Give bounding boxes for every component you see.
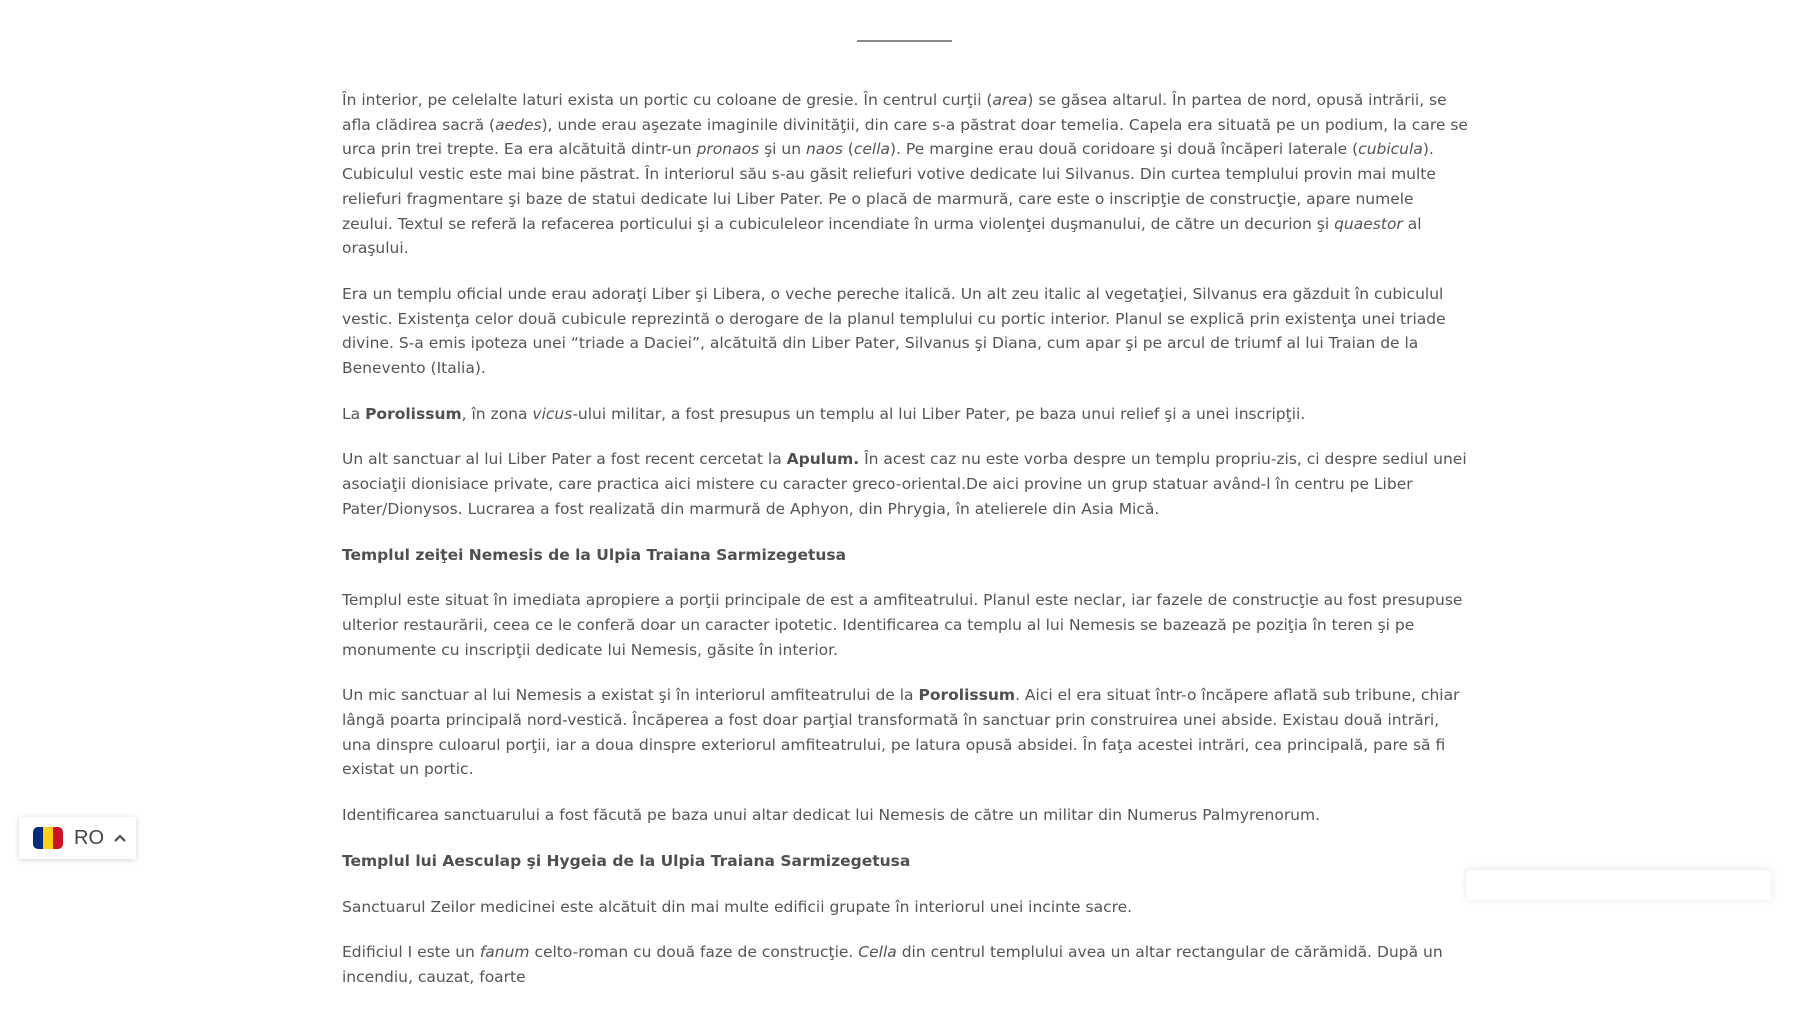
language-code: RO bbox=[74, 826, 104, 849]
article-body bbox=[342, 88, 1468, 1011]
paragraph bbox=[342, 402, 1468, 427]
italic-text: cella bbox=[853, 140, 891, 159]
text-run: În acest caz nu este vorba despre un templu propriu-zis, ci despre sediul unei asociaţii dionisiace private, care practica aici mistere cu caracter greco-oriental.De aici provine un grup statuar având-l în centru pe Liber Pater/Dionysos. Lucrarea a fost realizată din marmură de Aphyon, din Phrygia, în atelierele din Asia Mică. bbox=[342, 450, 1467, 518]
text-run: Edificiul I este un bbox=[342, 943, 480, 962]
flag-stripe-red bbox=[53, 827, 63, 849]
text-run: În interior, pe celelalte laturi exista un portic cu coloane de gresie. În centrul curţii ( bbox=[342, 91, 993, 109]
chevron-up-icon bbox=[113, 833, 127, 843]
text-run: ). Cubiculul vestic este mai bine păstrat. În interiorul său s-au găsit reliefuri votive dedicate lui Silvanus. Din curtea templului provin mai multe reliefuri fragmentare şi baze de statui dedicate lui Liber Pater. Pe o placă de marmură, care este o inscripţie de construcţie, apare numele zeului. Textul se referă la refacerea porticului şi a cubiculeleor incendiate în urma violenţei duşmanului, de către un decurion şi bbox=[342, 140, 1436, 233]
paragraph bbox=[342, 88, 1468, 261]
flag-stripe-blue bbox=[33, 827, 43, 849]
paragraph bbox=[342, 895, 1468, 920]
romania-flag-icon bbox=[33, 827, 63, 849]
paragraph bbox=[342, 543, 1468, 568]
paragraph bbox=[342, 683, 1468, 782]
italic-text: fanum bbox=[479, 943, 530, 962]
language-switcher[interactable] bbox=[19, 817, 136, 859]
flag-stripe-yellow bbox=[43, 827, 53, 849]
italic-text: area bbox=[992, 91, 1028, 109]
floating-widget[interactable] bbox=[1466, 870, 1771, 900]
bold-text: Porolissum bbox=[365, 404, 462, 423]
italic-text: Cella bbox=[858, 943, 897, 962]
text-run: Sanctuarul Zeilor medicinei este alcătuit din mai multe edificii grupate în interiorul unei incinte sacre. bbox=[342, 897, 1133, 916]
text-run: Un alt sanctuar al lui Liber Pater a fost recent cercetat la bbox=[342, 450, 787, 469]
italic-text: naos bbox=[805, 140, 843, 159]
text-run: Era un templu oficial unde erau adoraţi Liber şi Libera, o veche pereche italică. Un alt zeu italic al vegetaţiei, Silvanus era găzduit în cubiculul vestic. Existenţa celor două cubicule reprezintă o derogare de la planul templului cu portic interior. Planul se explică prin existenţa unei triade divine. S-a emis ipoteza unei “triade a Daciei”, alcătuită din Liber Pater, Silvanus şi Diana, cum apar şi pe arcul de triumf al lui Traian de la Benevento (Italia). bbox=[342, 284, 1446, 378]
paragraph bbox=[342, 447, 1468, 521]
text-run: ( bbox=[842, 140, 854, 159]
paragraph bbox=[342, 803, 1468, 828]
text-run: al oraşului. bbox=[342, 214, 1422, 258]
paragraph bbox=[342, 588, 1468, 662]
text-run: , în zona bbox=[461, 404, 533, 423]
text-run: ) se găsea altarul. În partea de nord, opusă intrării, se afla clădirea sacră ( bbox=[342, 91, 1447, 134]
text-run: -ului militar, a fost presupus un templu al lui Liber Pater, pe baza unui relief şi a unei inscripţii. bbox=[572, 404, 1306, 423]
bold-text: Templul zeiţei Nemesis de la Ulpia Traiana Sarmizegetusa bbox=[342, 545, 847, 564]
italic-text: aedes bbox=[495, 115, 542, 134]
italic-text: cubicula bbox=[1358, 140, 1423, 159]
text-run: Un mic sanctuar al lui Nemesis a existat şi în interiorul amfiteatrului de la bbox=[342, 686, 919, 705]
bold-text: Porolissum bbox=[918, 686, 1016, 705]
text-run: . Aici el era situat într-o încăpere aflată sub tribune, chiar lângă poarta principală nord-vestică. Încăperea a fost doar parţial transformată în sanctuar prin construirea unei abside. Existau două intrări, una dinspre culoarul porţii, iar a doua dinspre exteriorul amfiteatrului, pe latura opusă absidei. În faţa acestei intrări, cea principală, pare să fi existat un portic. bbox=[342, 686, 1460, 779]
text-run: ), unde erau aşezate imaginile divinităţii, din care s-a păstrat doar temelia. Capela era situată pe un podium, la care se urca prin trei trepte. Ea era alcătuită dintr-un bbox=[342, 115, 1468, 159]
bold-text: Templul lui Aesculap şi Hygeia de la Ulpia Traiana Sarmizegetusa bbox=[342, 851, 911, 870]
italic-text: quaestor bbox=[1334, 214, 1403, 233]
text-run: La bbox=[342, 404, 366, 423]
section-divider bbox=[857, 40, 952, 42]
italic-text: vicus bbox=[532, 404, 573, 423]
text-run: ). Pe margine erau două coridoare şi două încăperi laterale ( bbox=[890, 140, 1359, 159]
text-run: din centrul templului avea un altar rectangular de cărămidă. După un incendiu, cauzat, foarte bbox=[342, 943, 1443, 986]
text-run: şi un bbox=[759, 140, 806, 159]
text-run: Identificarea sanctuarului a fost făcută pe baza unui altar dedicat lui Nemesis de către un militar din Numerus Palmyrenorum. bbox=[342, 806, 1321, 825]
paragraph bbox=[342, 849, 1468, 874]
bold-text: Apulum. bbox=[786, 450, 860, 469]
paragraph bbox=[342, 282, 1468, 381]
paragraph bbox=[342, 940, 1468, 989]
italic-text: pronaos bbox=[696, 140, 760, 159]
text-run: celto-roman cu două faze de construcţie. bbox=[529, 943, 859, 962]
text-run: Templul este situat în imediata apropiere a porţii principale de est a amfiteatrului. Planul este neclar, iar fazele de construcţie au fost presupuse ulterior restaurării, ceea ce le conferă doar un caracter ipotetic. Identificarea ca templu al lui Nemesis se bazează pe poziţia în teren şi pe monumente cu inscripţii dedicate lui Nemesis, găsite în interior. bbox=[342, 591, 1463, 659]
